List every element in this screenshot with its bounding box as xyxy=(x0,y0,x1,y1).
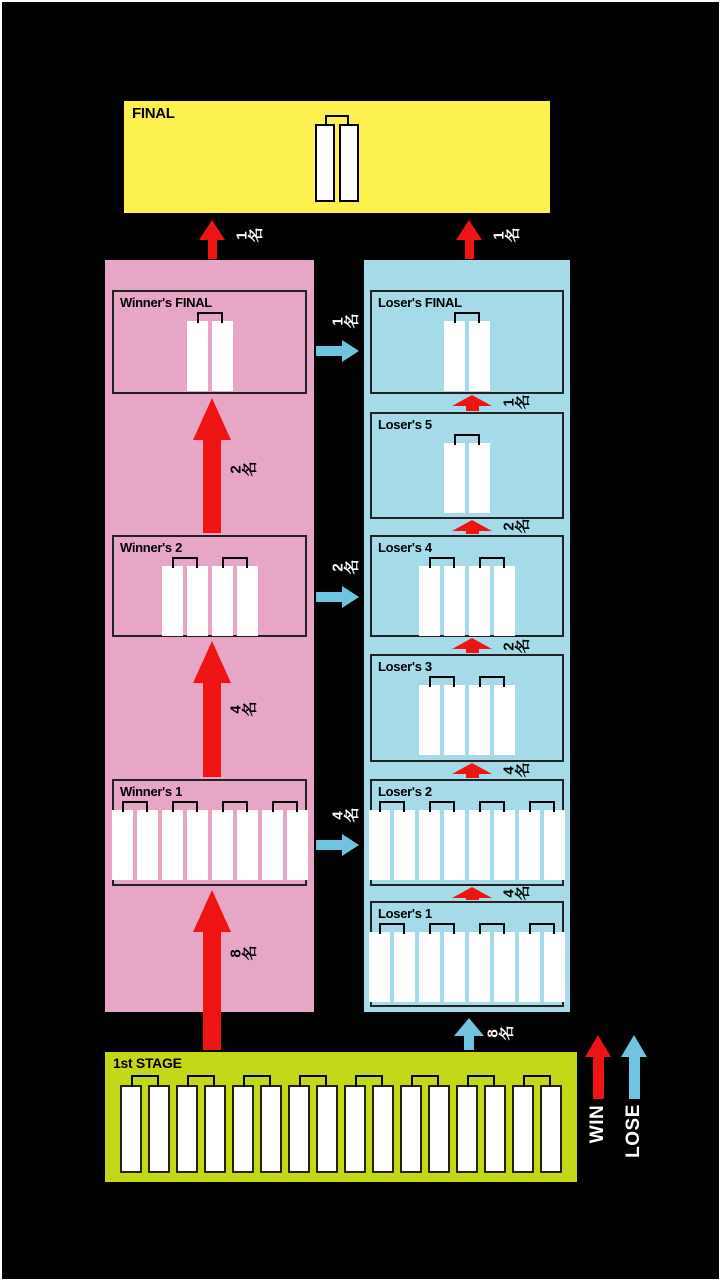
winners-2-label: Winner's 2 xyxy=(120,540,183,555)
advance-count-losers3-to-losers4 xyxy=(502,639,530,654)
match-pair xyxy=(212,557,258,636)
match-pair xyxy=(469,801,515,880)
player-slot xyxy=(162,810,183,880)
rotated-char: 1 xyxy=(233,231,251,240)
player-slot xyxy=(315,124,335,202)
legend-lose-arrow xyxy=(621,1035,647,1099)
player-slot xyxy=(204,1085,226,1173)
rotated-char: 名 xyxy=(514,638,532,654)
first-stage-slots xyxy=(105,1075,577,1173)
win-arrow-winners-final-to-final xyxy=(199,220,225,259)
advance-count-losers-final-to-final xyxy=(492,228,520,243)
final-title: FINAL xyxy=(132,105,175,122)
player-slot xyxy=(162,566,183,636)
match-pair xyxy=(232,1075,282,1173)
rotated-char: 4 xyxy=(500,766,518,775)
player-slot xyxy=(519,810,540,880)
winners-1-match-box xyxy=(112,779,307,886)
player-slot xyxy=(176,1085,198,1173)
rotated-char: 4 xyxy=(227,705,245,714)
player-slot xyxy=(394,810,415,880)
advance-count-losers5-to-losers-final xyxy=(502,395,530,410)
losers-5-slots xyxy=(372,434,562,513)
player-slot xyxy=(419,685,440,755)
player-slot xyxy=(469,443,490,513)
player-slot xyxy=(469,566,490,636)
match-pair xyxy=(112,801,158,880)
advance-count-losers2-to-losers3 xyxy=(502,763,530,778)
player-slot xyxy=(494,566,515,636)
player-slot xyxy=(544,810,565,880)
losers-4-slots xyxy=(372,557,562,636)
player-slot xyxy=(187,566,208,636)
losers-4-label: Loser's 4 xyxy=(378,540,432,555)
rotated-char: 8 xyxy=(484,1029,502,1038)
final-slot-pairs xyxy=(124,115,550,202)
player-slot xyxy=(469,932,490,1002)
losers-5-label: Loser's 5 xyxy=(378,417,432,432)
player-slot xyxy=(372,1085,394,1173)
player-slot xyxy=(444,810,465,880)
player-slot xyxy=(212,810,233,880)
advance-count-winners2-to-winners-final xyxy=(229,462,257,477)
rotated-char: 名 xyxy=(514,885,532,901)
advance-count-winners1-to-losers2 xyxy=(331,808,359,823)
losers-1-slots xyxy=(372,923,562,1002)
player-slot xyxy=(444,443,465,513)
winners-final-slots xyxy=(114,312,305,391)
player-slot xyxy=(187,810,208,880)
player-slot xyxy=(419,566,440,636)
player-slot xyxy=(369,932,390,1002)
advance-count-losers4-to-losers5 xyxy=(502,519,530,534)
player-slot xyxy=(428,1085,450,1173)
player-slot xyxy=(544,932,565,1002)
player-slot xyxy=(237,810,258,880)
win-arrow-stage1-to-winners1 xyxy=(193,890,231,1050)
match-pair xyxy=(162,557,208,636)
player-slot xyxy=(419,932,440,1002)
match-pair xyxy=(262,801,308,880)
lose-arrow-stage1-to-losers1 xyxy=(454,1018,484,1050)
winners-final-label: Winner's FINAL xyxy=(120,295,212,310)
player-slot xyxy=(120,1085,142,1173)
player-slot xyxy=(148,1085,170,1173)
rotated-char: 名 xyxy=(514,518,532,534)
match-pair xyxy=(469,676,515,755)
rotated-char: 2 xyxy=(329,563,347,572)
player-slot xyxy=(484,1085,506,1173)
match-pair xyxy=(469,557,515,636)
rotated-char: 4 xyxy=(500,889,518,898)
lose-text: LOSE xyxy=(623,1104,645,1158)
player-slot xyxy=(262,810,283,880)
match-pair xyxy=(369,801,415,880)
losers-5-match-box xyxy=(370,412,564,519)
losers-3-slots xyxy=(372,676,562,755)
win-arrow-losers5-to-losers-final xyxy=(452,395,492,411)
match-pair xyxy=(120,1075,170,1173)
match-pair xyxy=(419,676,465,755)
match-pair xyxy=(344,1075,394,1173)
lose-arrow-winners2-to-losers4 xyxy=(316,586,359,608)
match-pair xyxy=(212,801,258,880)
player-slot xyxy=(469,685,490,755)
player-slot xyxy=(232,1085,254,1173)
advance-count-losers1-to-losers2 xyxy=(502,886,530,901)
advance-count-stage1-to-losers1 xyxy=(486,1026,514,1041)
win-arrow-losers2-to-losers3 xyxy=(452,763,492,778)
rotated-char: 名 xyxy=(343,313,361,329)
match-pair xyxy=(519,923,565,1002)
match-pair xyxy=(288,1075,338,1173)
match-pair xyxy=(444,312,490,391)
match-pair xyxy=(519,801,565,880)
rotated-char: 1 xyxy=(490,231,508,240)
losers-2-match-box xyxy=(370,779,564,886)
player-slot xyxy=(288,1085,310,1173)
player-slot xyxy=(540,1085,562,1173)
player-slot xyxy=(344,1085,366,1173)
legend-lose-label xyxy=(616,1100,652,1162)
win-arrow-losers1-to-losers2 xyxy=(452,887,492,900)
player-slot xyxy=(519,932,540,1002)
match-pair xyxy=(400,1075,450,1173)
winners-2-slots xyxy=(114,557,305,636)
match-pair xyxy=(419,557,465,636)
player-slot xyxy=(419,810,440,880)
player-slot xyxy=(369,810,390,880)
match-pair xyxy=(315,115,359,202)
rotated-char: 8 xyxy=(227,949,245,958)
losers-4-match-box xyxy=(370,535,564,637)
lose-arrow-winners1-to-losers2 xyxy=(316,834,359,856)
rotated-char: 名 xyxy=(343,807,361,823)
rotated-char: 名 xyxy=(504,227,522,243)
first-stage-box xyxy=(105,1052,577,1182)
final-box xyxy=(122,99,552,215)
losers-2-slots xyxy=(372,801,562,880)
lose-arrow-winners-final-to-losers-final xyxy=(316,340,359,362)
player-slot xyxy=(494,685,515,755)
losers-final-label: Loser's FINAL xyxy=(378,295,462,310)
losers-3-label: Loser's 3 xyxy=(378,659,432,674)
match-pair xyxy=(512,1075,562,1173)
advance-count-winners-final-to-losers-final xyxy=(331,314,359,329)
player-slot xyxy=(212,566,233,636)
advance-count-winners2-to-losers4 xyxy=(331,560,359,575)
player-slot xyxy=(112,810,133,880)
winners-2-match-box xyxy=(112,535,307,637)
player-slot xyxy=(394,932,415,1002)
match-pair xyxy=(469,923,515,1002)
player-slot xyxy=(187,321,208,391)
rotated-char: 名 xyxy=(514,394,532,410)
player-slot xyxy=(444,932,465,1002)
winners-1-slots xyxy=(114,801,305,880)
player-slot xyxy=(339,124,359,202)
player-slot xyxy=(400,1085,422,1173)
player-slot xyxy=(444,685,465,755)
match-pair xyxy=(369,923,415,1002)
player-slot xyxy=(456,1085,478,1173)
player-slot xyxy=(494,810,515,880)
match-pair xyxy=(162,801,208,880)
player-slot xyxy=(316,1085,338,1173)
rotated-char: 名 xyxy=(498,1025,516,1041)
rotated-char: 名 xyxy=(514,762,532,778)
win-arrow-losers4-to-losers5 xyxy=(452,520,492,534)
player-slot xyxy=(444,566,465,636)
match-pair xyxy=(187,312,233,391)
rotated-char: 1 xyxy=(500,398,518,407)
losers-3-match-box xyxy=(370,654,564,762)
match-pair xyxy=(419,923,465,1002)
match-pair xyxy=(176,1075,226,1173)
rotated-char: 2 xyxy=(500,642,518,651)
match-pair xyxy=(444,434,490,513)
player-slot xyxy=(469,810,490,880)
advance-count-stage1-to-winners1 xyxy=(229,946,257,961)
legend-win-label xyxy=(580,1100,616,1148)
first-stage-title: 1st STAGE xyxy=(113,1055,182,1071)
match-pair xyxy=(456,1075,506,1173)
losers-2-label: Loser's 2 xyxy=(378,784,432,799)
rotated-char: 名 xyxy=(241,461,259,477)
player-slot xyxy=(469,321,490,391)
rotated-char: 名 xyxy=(241,701,259,717)
rotated-char: 名 xyxy=(247,227,265,243)
rotated-char: 1 xyxy=(329,317,347,326)
player-slot xyxy=(260,1085,282,1173)
advance-count-winners-final-to-final xyxy=(235,228,263,243)
winners-1-label: Winner's 1 xyxy=(120,784,183,799)
losers-1-label: Loser's 1 xyxy=(378,906,432,921)
win-arrow-losers-final-to-final xyxy=(456,220,482,259)
win-arrow-winners1-to-winners2 xyxy=(193,641,231,777)
player-slot xyxy=(212,321,233,391)
rotated-char: 2 xyxy=(227,465,245,474)
rotated-char: 名 xyxy=(343,559,361,575)
losers-final-slots xyxy=(372,312,562,391)
losers-final-match-box xyxy=(370,290,564,394)
player-slot xyxy=(512,1085,534,1173)
player-slot xyxy=(494,932,515,1002)
player-slot xyxy=(444,321,465,391)
rotated-char: 2 xyxy=(500,522,518,531)
win-arrow-losers3-to-losers4 xyxy=(452,638,492,653)
advance-count-winners1-to-winners2 xyxy=(229,702,257,717)
match-pair xyxy=(419,801,465,880)
player-slot xyxy=(237,566,258,636)
losers-1-match-box xyxy=(370,901,564,1007)
win-arrow-winners2-to-winners-final xyxy=(193,398,231,533)
legend-win-arrow xyxy=(585,1035,611,1099)
player-slot xyxy=(287,810,308,880)
rotated-char: 名 xyxy=(241,945,259,961)
win-text: WIN xyxy=(587,1104,608,1144)
rotated-char: 4 xyxy=(329,811,347,820)
winners-final-match-box xyxy=(112,290,307,394)
player-slot xyxy=(137,810,158,880)
